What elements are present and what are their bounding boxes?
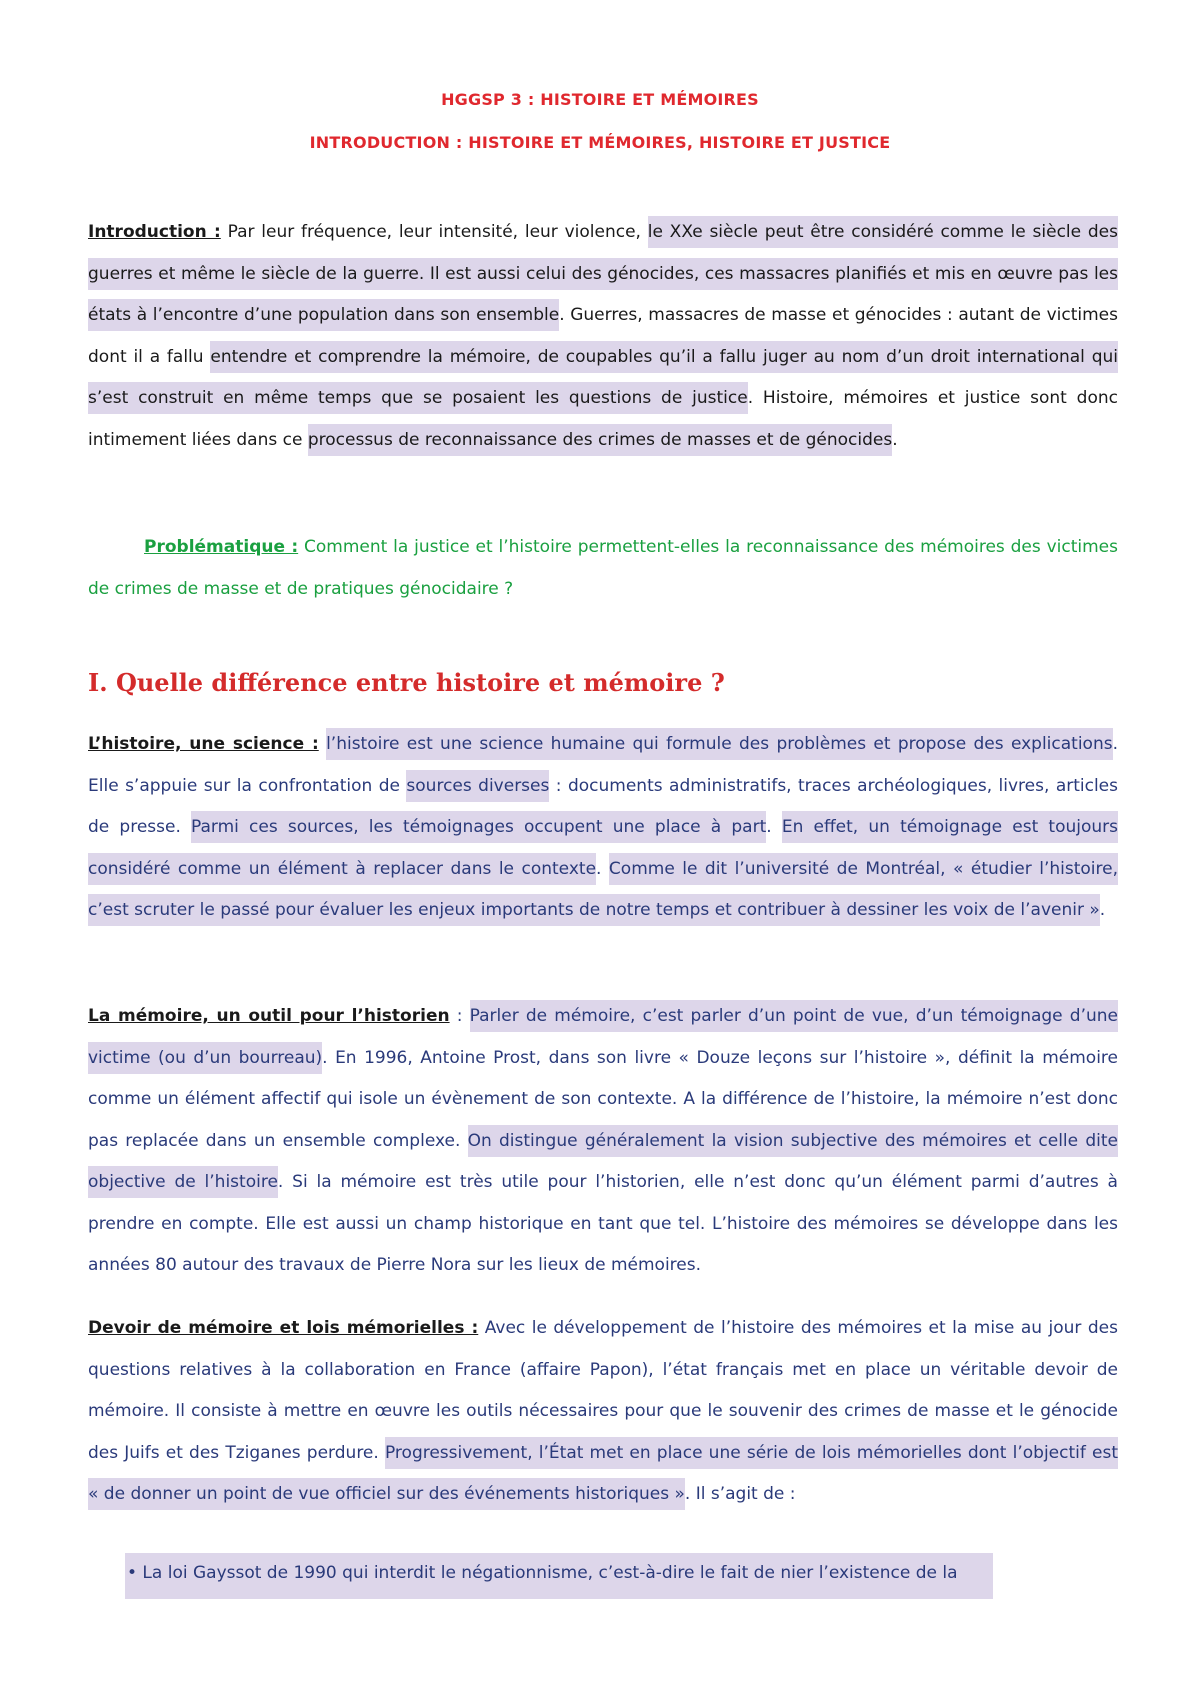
memoire-label: La mémoire, un outil pour l’historien bbox=[88, 1006, 450, 1026]
document-subtitle: INTRODUCTION : HISTOIRE ET MÉMOIRES, HISTOIRE ET JUSTICE bbox=[309, 133, 891, 152]
intro-highlight: processus de reconnaissance des crimes de masses et de génocides bbox=[308, 424, 892, 456]
memoire-highlight: On distingue généralement la vision subjective des mémoires et celle dite objective de l’histoire bbox=[88, 1125, 1118, 1199]
histoire-label: L’histoire, une science : bbox=[88, 734, 319, 754]
memoire-text: : bbox=[449, 1006, 470, 1026]
intro-label: Introduction : bbox=[88, 222, 221, 242]
devoir-text: Avec le développement de l’histoire des mémoires et la mise au jour des questions relatives à la collaboration en France (affaire Papon), l’état français met en place un véritable devoir de mémoire. Il consiste à mettre en œuvre les outils nécessaires pour que le souvenir des crimes de masse et le génocide des Juifs et des Tziganes perdure. bbox=[88, 1318, 1118, 1463]
histoire-text: . Elle s’appuie sur la confrontation de bbox=[88, 734, 1118, 796]
intro-paragraph bbox=[88, 212, 1118, 461]
bullet-item: • La loi Gayssot de 1990 qui interdit le négationnisme, c’est-à-dire le fait de nier l’existence de la bbox=[127, 1563, 958, 1583]
problematique-text: Comment la justice et l’histoire permettent-elles la reconnaissance des mémoires des victimes de crimes de masse et de pratiques génocidaire ? bbox=[88, 537, 1118, 599]
intro-highlight: entendre et comprendre la mémoire, de coupables qu’il a fallu juger au nom d’un droit international qui s’est construit en même temps que se posaient les questions de justice bbox=[88, 341, 1118, 415]
histoire-highlight: En effet, un témoignage est toujours considéré comme un élément à replacer dans le contexte bbox=[88, 811, 1118, 885]
memoire-highlight: Parler de mémoire, c’est parler d’un point de vue, d’un témoignage d’une victime (ou d’un bourreau) bbox=[88, 1000, 1118, 1074]
histoire-highlight: Parmi ces sources, les témoignages occupent une place à part bbox=[191, 811, 766, 843]
histoire-highlight: l’histoire est une science humaine qui formule des problèmes et propose des explications bbox=[326, 728, 1113, 760]
devoir-text: . Il s’agit de : bbox=[684, 1484, 796, 1504]
intro-text: . Guerres, massacres de masse et génocides : autant de victimes dont il a fallu bbox=[88, 305, 1118, 367]
document-title: HGGSP 3 : HISTOIRE ET MÉMOIRES bbox=[441, 90, 759, 109]
problematique-label: Problématique : bbox=[144, 537, 299, 557]
devoir-highlight: Progressivement, l’État met en place une série de lois mémorielles dont l’objectif est « de donner un point de vue officiel sur des événements historiques » bbox=[88, 1437, 1118, 1511]
devoir-label: Devoir de mémoire et lois mémorielles : bbox=[88, 1318, 479, 1338]
intro-text: Par leur fréquence, leur intensité, leur violence, bbox=[220, 222, 648, 242]
devoir-paragraph bbox=[88, 1308, 1118, 1516]
histoire-highlight: Comme le dit l’université de Montréal, « étudier l’histoire, c’est scruter le passé pour évaluer les enjeux importants de notre temps et contribuer à dessiner les voix de l’avenir » bbox=[88, 853, 1118, 927]
histoire-text: . bbox=[766, 817, 782, 837]
intro-text: . Histoire, mémoires et justice sont donc intimement liées dans ce bbox=[88, 388, 1118, 450]
histoire-highlight: sources diverses bbox=[406, 770, 549, 802]
memoire-paragraph bbox=[88, 996, 1118, 1287]
problematique-paragraph bbox=[88, 527, 1118, 610]
memoire-text: . Si la mémoire est très utile pour l’historien, elle n’est donc qu’un élément parmi d’autres à prendre en compte. Elle est aussi un champ historique en tant que tel. L’histoire des mémoires se développe dans les années 80 autour des travaux de Pierre Nora sur les lieux de mémoires. bbox=[88, 1172, 1118, 1275]
histoire-paragraph bbox=[88, 724, 1118, 932]
histoire-text: . bbox=[596, 858, 609, 879]
histoire-text: . bbox=[1099, 900, 1106, 920]
histoire-text: : documents administratifs, traces archéologiques, livres, articles de presse. bbox=[88, 775, 1119, 837]
section-title: I. Quelle différence entre histoire et mémoire ? bbox=[88, 668, 725, 697]
memoire-text: . En 1996, Antoine Prost, dans son livre « Douze leçons sur l’histoire », définit la mémoire comme un élément affectif qui isole un évènement de son contexte. A la différence de l’histoire, la mémoire n’est donc pas replacée dans un ensemble complexe. bbox=[88, 1047, 1118, 1151]
intro-text: . bbox=[892, 429, 898, 450]
intro-highlight: le XXe siècle peut être considéré comme le siècle des guerres et même le siècle de la guerre. Il est aussi celui des génocides, ces massacres planifiés et mis en œuvre pas les états à l’encontre d’une population dans son ensemble bbox=[88, 216, 1118, 331]
